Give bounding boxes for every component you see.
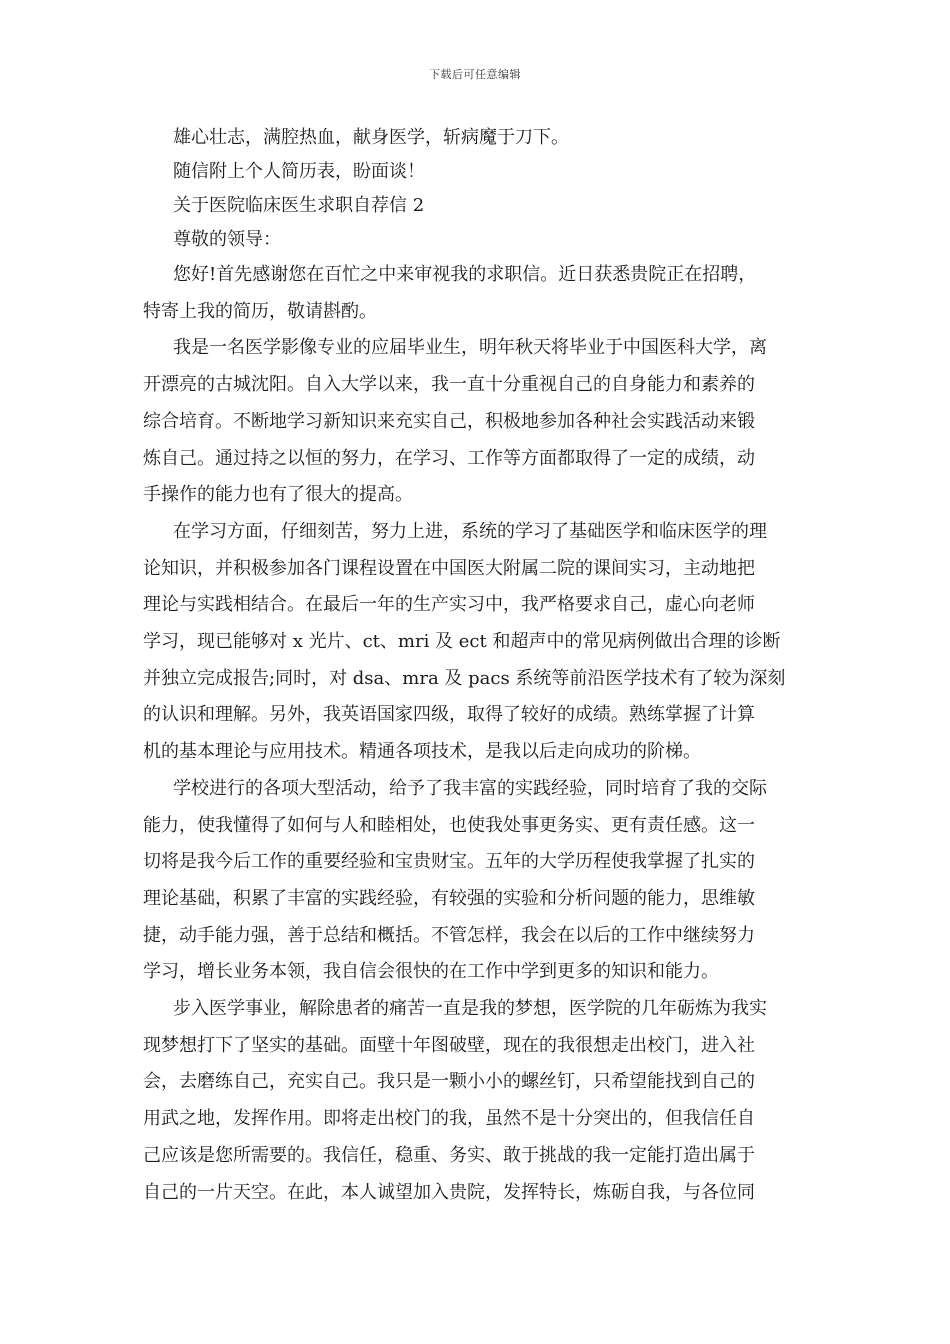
paragraph-line: 炼自己。通过持之以恒的努力，在学习、工作等方面都取得了一定的成绩，动	[143, 447, 755, 469]
paragraph-line: 机的基本理论与应用技术。精通各项技术，是我以后走向成功的阶梯。	[143, 741, 701, 763]
paragraph-line: 己应该是您所需要的。我信任，稳重、务实、敢于挑战的我一定能打造出属于	[143, 1144, 755, 1166]
paragraph-line: 理论与实践相结合。在最后一年的生产实习中，我严格要求自己，虚心向老师	[143, 594, 755, 616]
paragraph	[143, 257, 807, 330]
paragraph	[143, 330, 807, 514]
paragraph-line: 能力，使我懂得了如何与人和睦相处，也使我处事更务实、更有责任感。这一	[143, 814, 755, 836]
paragraph-line: 论知识，并积极参加各门课程设置在中国医大附属二院的课间实习，主动地把	[143, 557, 755, 579]
paragraph-line: 切将是我今后工作的重要经验和宝贵财宝。五年的大学历程使我掌握了扎实的	[143, 851, 755, 873]
paragraph-line: 现梦想打下了坚实的基础。面壁十年图破壁，现在的我很想走出校门，进入社	[143, 1034, 755, 1056]
text-line: 随信附上个人简历表，盼面谈！	[173, 161, 425, 182]
paragraph-line: 理论基础，积累了丰富的实践经验，有较强的实验和分析问题的能力，思维敏	[143, 887, 755, 909]
paragraph-line: 您好!首先感谢您在百忙之中来审视我的求职信。近日获悉贵院正在招聘，	[173, 264, 757, 285]
paragraph-line: 会，去磨练自己，充实自己。我只是一颗小小的螺丝钉，只希望能找到自己的	[143, 1071, 755, 1093]
paragraph-line: 综合培育。不断地学习新知识来充实自己，积极地参加各种社会实践活动来锻	[143, 410, 755, 432]
paragraph-line: 学校进行的各项大型活动，给予了我丰富的实践经验，同时培育了我的交际	[173, 777, 767, 799]
paragraph-line: 在学习方面，仔细刻苦，努力上进，系统的学习了基础医学和临床医学的理	[173, 520, 767, 542]
paragraph-line: 手操作的能力也有了很大的提高。	[143, 484, 413, 506]
paragraph-line: 特寄上我的简历，敬请斟酌。	[143, 300, 377, 322]
paragraph-line: 步入医学事业，解除患者的痛苦一直是我的梦想，医学院的几年砺炼为我实	[173, 998, 767, 1020]
paragraph-line: 学习，增长业务本领，我自信会很快的在工作中学到更多的知识和能力。	[143, 961, 719, 983]
paragraph-line: 用武之地，发挥作用。即将走出校门的我，虽然不是十分突出的，但我信任自	[143, 1108, 755, 1130]
paragraph-line: 学习，现已能够对 x 光片、ct、mri 及 ect 和超声中的常见病例做出合理的诊断	[143, 631, 781, 653]
document-body	[143, 121, 807, 1211]
paragraph	[143, 991, 807, 1211]
paragraph	[143, 771, 807, 991]
page-header: 下载后可任意编辑	[429, 68, 521, 81]
paragraph-line: 自己的一片天空。在此，本人诚望加入贵院，发挥特长，炼砺自我，与各位同	[143, 1181, 755, 1203]
paragraph-line: 我是一名医学影像专业的应届毕业生，明年秋天将毕业于中国医科大学，离	[173, 337, 767, 359]
paragraph	[143, 514, 807, 771]
paragraph-line: 并独立完成报告;同时，对 dsa、mra 及 pacs 系统等前沿医学技术有了较为深刻	[143, 667, 786, 689]
letter-title: 关于医院临床医生求职自荐信 2	[173, 195, 425, 216]
salutation: 尊敬的领导：	[173, 229, 281, 250]
paragraphs	[143, 257, 807, 1211]
paragraph-line: 开漂亮的古城沈阳。自入大学以来，我一直十分重视自己的自身能力和素养的	[143, 374, 755, 396]
paragraph-line: 捷，动手能力强，善于总结和概括。不管怎样，我会在以后的工作中继续努力	[143, 924, 755, 946]
text-line: 雄心壮志，满腔热血，献身医学，斩病魔于刀下。	[173, 127, 569, 148]
paragraph-line: 的认识和理解。另外，我英语国家四级，取得了较好的成绩。熟练掌握了计算	[143, 704, 755, 726]
